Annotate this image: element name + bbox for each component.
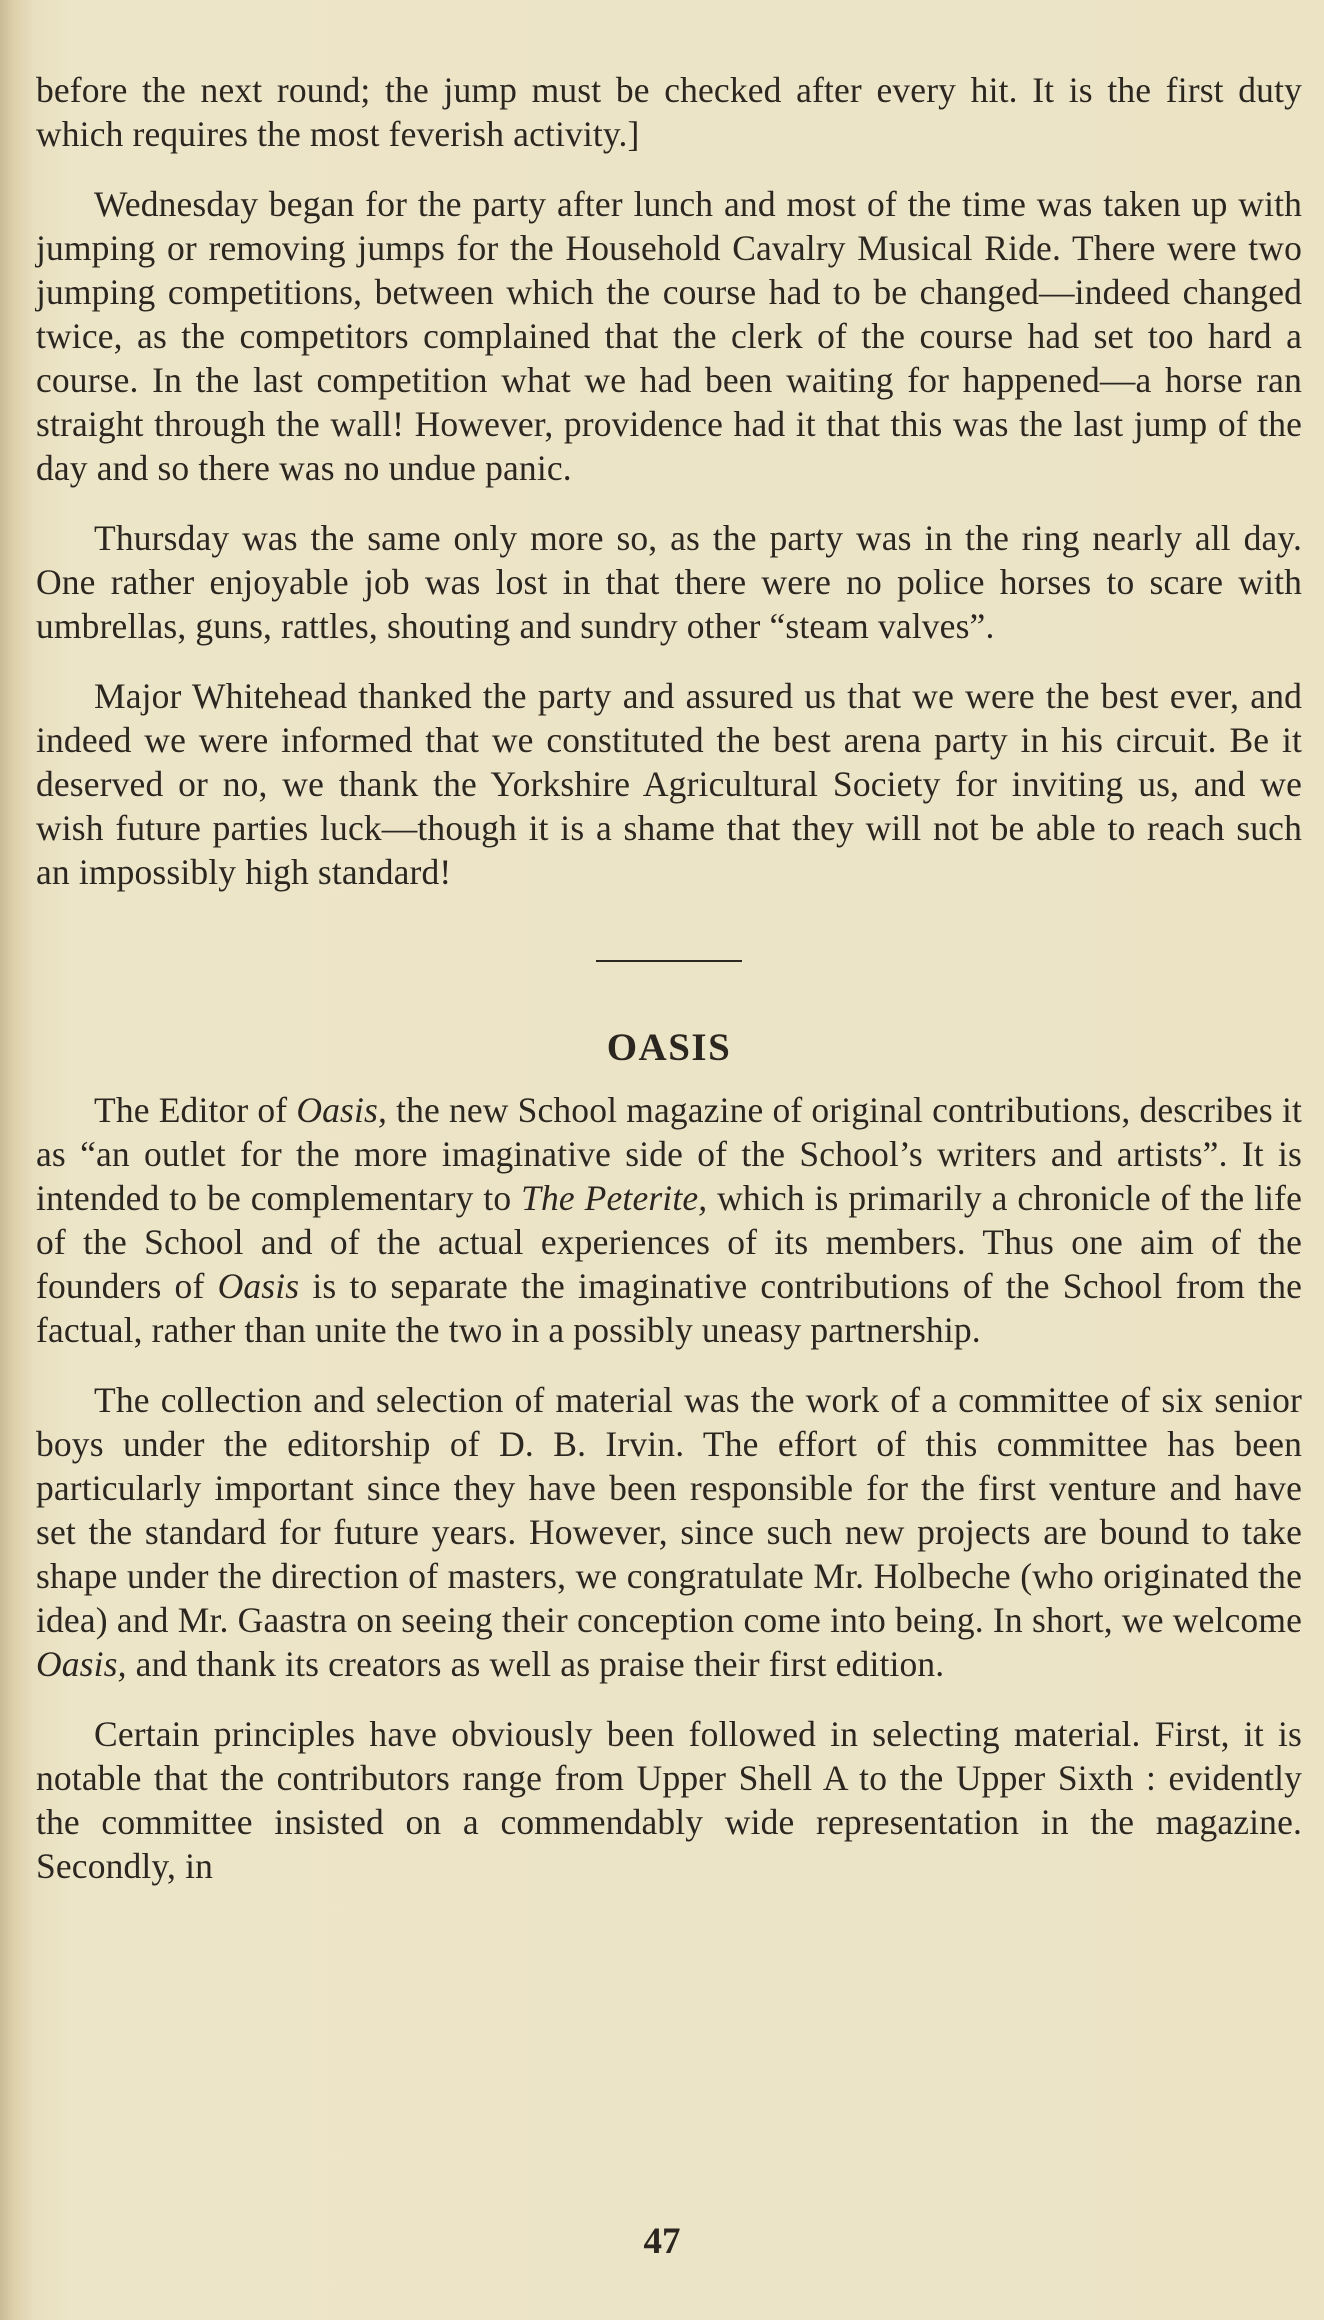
paragraph-committee (36, 1378, 1302, 1686)
text-run: The Editor of (94, 1090, 297, 1130)
page-number: 47 (643, 2221, 681, 2262)
text-run: is to separate the imaginative contributions of the School from the factual, rather than unite the two in a possibly uneasy partnership. (36, 1266, 1303, 1350)
italic-title-peterite: The Peterite, (521, 1178, 708, 1218)
page-text (36, 68, 1302, 1914)
text-run: which is primarily a chronicle of the life of the School and of the actual experiences of its members. Thus one aim of the founders of (36, 1178, 1303, 1306)
text-run: and thank its creators as well as praise their first edition. (126, 1644, 945, 1684)
section-divider (596, 960, 742, 962)
paragraph-principles: Certain principles have obviously been followed in selecting material. First, it is notable that the contributors range from Upper Shell A to the Upper Sixth : evidently the committee insisted on a commendably wide representation in the magazine. Secondly, in (36, 1714, 1302, 1886)
text-run: The collection and selection of material was the work of a committee of six senior boys under the editorship of D. B. Irvin. The effort of this committee has been particularly important since they have been responsible for the first venture and have set the standard for future years. However, since such new projects are bound to take shape under the direction of masters, we congratulate Mr. Holbeche (who originated the idea) and Mr. Gaastra on seeing their conception come into being. In short, we welcome (36, 1380, 1302, 1640)
paragraph-thursday: Thursday was the same only more so, as the party was in the ring nearly all day. One rather enjoyable job was lost in that there were no police horses to scare with umbrellas, guns, rattles, shouting and sundry other “steam valves”. (36, 518, 1302, 646)
paragraph-continued: before the next round; the jump must be checked after every hit. It is the first duty which requires the most feverish activity.] (36, 70, 1302, 154)
italic-title-oasis: Oasis, (296, 1090, 387, 1130)
paragraph-wednesday: Wednesday began for the party after lunch and most of the time was taken up with jumping or removing jumps for the Household Cavalry Musical Ride. There were two jumping competitions, between which the course had to be changed—indeed changed twice, as the competitors complained that the clerk of the course had set too hard a course. In the last competition what we had been waiting for happened—a horse ran straight through the wall! However, providence had it that this was the last jump of the day and so there was no undue panic. (36, 184, 1302, 488)
paragraph-major-whitehead: Major Whitehead thanked the party and assured us that we were the best ever, and indeed we were informed that we constituted the best arena party in his circuit. Be it deserved or no, we thank the Yorkshire Agricultural Society for inviting us, and we wish future parties luck—though it is a shame that they will not be able to reach such an impossibly high standard! (36, 676, 1302, 892)
paragraph-oasis-intro (36, 1088, 1302, 1352)
italic-title-oasis: Oasis, (36, 1644, 127, 1684)
italic-title-oasis: Oasis (217, 1266, 300, 1306)
section-heading: OASIS (606, 1026, 732, 1069)
text-run: the new School magazine of original contributions, describes it as “an outlet for the more imaginative side of the School’s writers and artists”. It is intended to be complementary to (36, 1090, 1302, 1218)
